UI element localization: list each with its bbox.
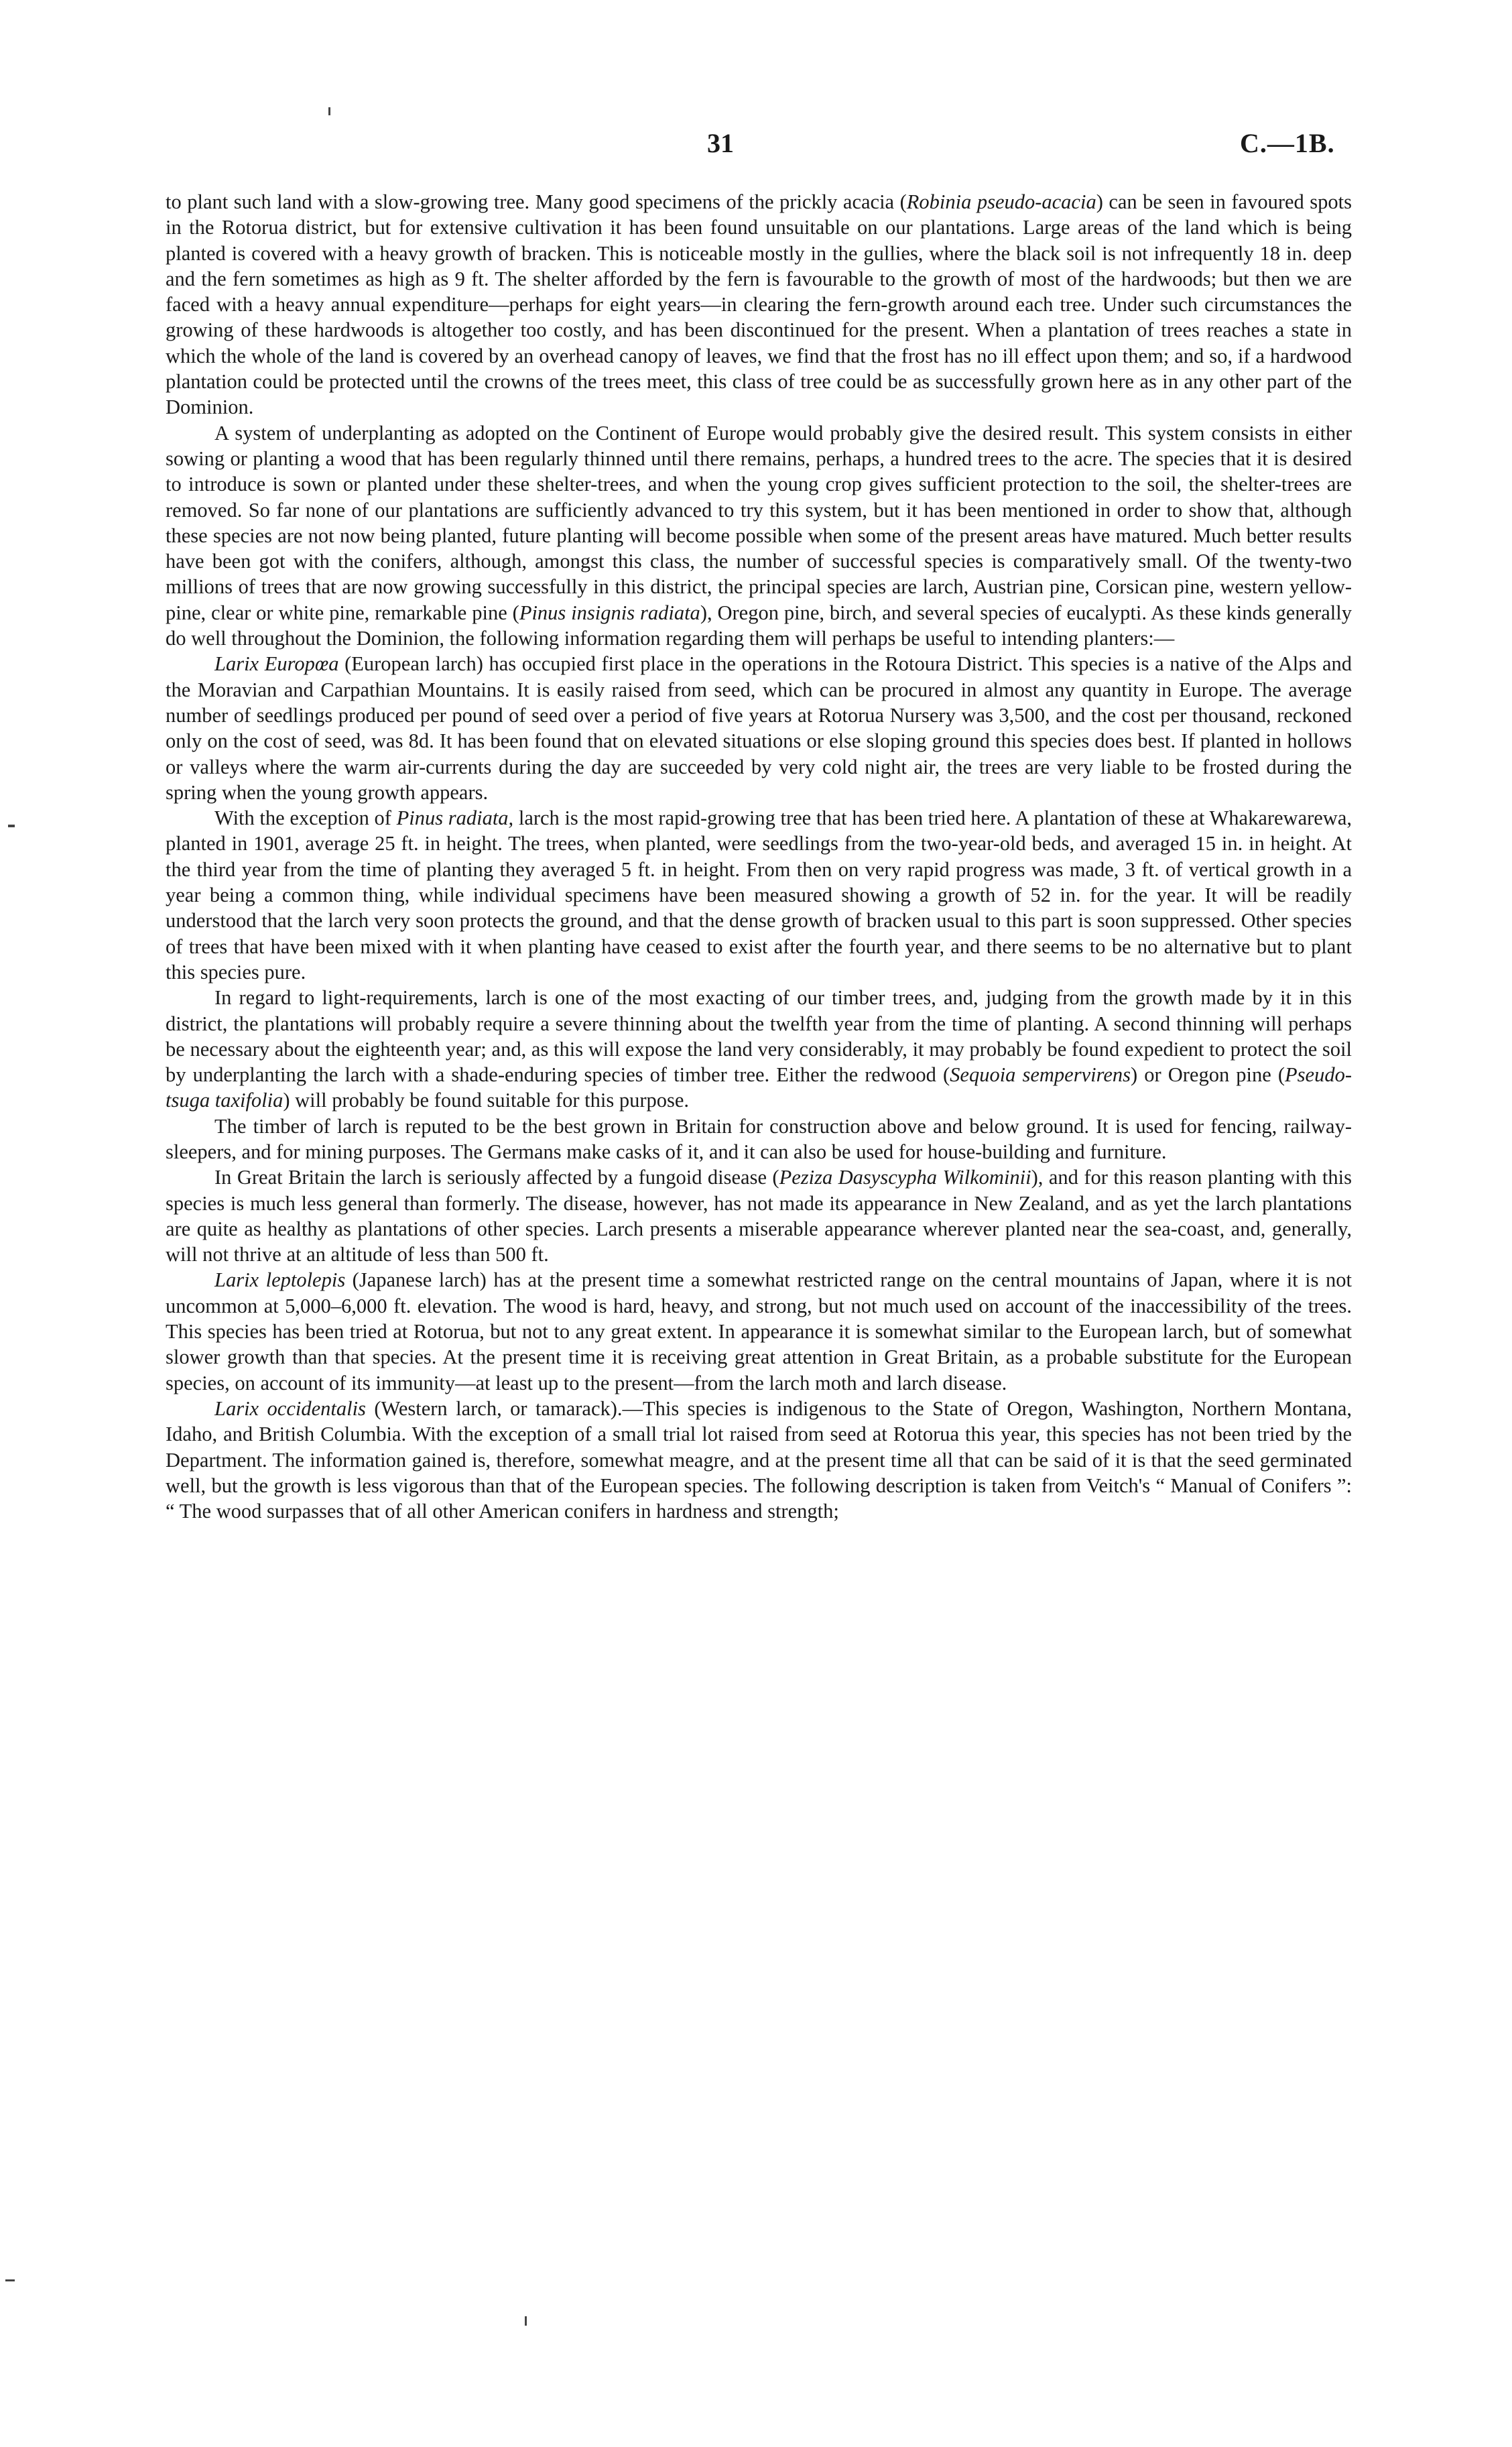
paragraph-text: ) or Oregon pine ( — [1131, 1063, 1285, 1087]
paragraph — [166, 1267, 1352, 1395]
document-reference: C.—1B. — [1240, 128, 1335, 158]
paragraph-text: to plant such land with a slow-growing tree. Many good specimens of the prickly acacia ( — [166, 190, 907, 213]
body-text — [166, 189, 1352, 1524]
italic-term: Larix Europœa — [214, 652, 339, 676]
italic-term: Peziza Dasyscypha Wilkominii — [779, 1166, 1031, 1189]
italic-term: Pseudo-tsuga taxifolia — [166, 1063, 1352, 1112]
page-number: 31 — [707, 128, 734, 158]
paragraph-text: larch is the most rapid-growing tree that has been tried here. A plantation of these at Whakarewarewa, planted in 1901, average 25 ft. in height. The trees, when planted, were seedlings from the two-year-old beds, and averaged 15 in. in height. At the third year from the time of planting they averaged 5 ft. in height. From then on very rapid progress was made, 3 ft. of vertical growth in a year being a common thing, while individual specimens have been measured showing a growth of 52 in. for the year. It will be readily understood that the larch very soon protects the ground, and that the dense growth of bracken usual to this part is soon suppressed. Other species of trees that have been mixed with it when planting have ceased to exist after the fourth year, and there seems to be no alternative but to plant this species pure. — [166, 807, 1352, 983]
paragraph-text: In regard to light-requirements, larch is one of the most exacting of our timber trees, and, judging from the growth made by it in this district, the plantations will probably require a severe thinning about the twelfth year from the time of planting. A second thinning will perhaps be necessary about the eighteenth year; and, as this will expose the land very considerably, it may probably be found expedient to protect the soil by underplanting the larch with a shade-enduring species of timber tree. Either the redwood ( — [166, 986, 1352, 1087]
paragraph-text: (European larch) has occupied first place in the operations in the Rotoura District. This species is a native of the Alps and the Moravian and Carpathian Mountains. It is easily raised from seed, which can be procured in almost any quantity in Europe. The average number of seedlings produced per pound of seed over a period of five years at Rotorua Nursery was 3,500, and the cost per thousand, reckoned only on the cost of seed, was 8d. It has been found that on elevated situations or else sloping ground this species does best. If planted in hollows or valleys where the warm air-currents during the day are succeeded by very cold night air, the trees are very liable to be frosted during the spring when the young growth appears. — [166, 652, 1352, 804]
paragraph — [166, 651, 1352, 805]
scan-mark — [328, 107, 330, 115]
paragraph — [166, 1114, 1352, 1165]
italic-term: Larix leptolepis — [214, 1268, 346, 1292]
paragraph-text: (Japanese larch) has at the present time a somewhat restricted range on the central mountains of Japan, where it is not uncommon at 5,000–6,000 ft. elevation. The wood is hard, heavy, and strong, but not much used on account of the inaccessibility of the trees. This species has been tried at Rotorua, but not to any great extent. In appearance it is somewhat similar to the European larch, but of somewhat slower growth than that species. At the present time it is receiving great attention in Great Britain, as a probable substitute for the European species, on account of its immunity—at least up to the present—from the larch moth and larch disease. — [166, 1268, 1352, 1394]
italic-term: Pinus radiata, — [396, 807, 514, 830]
scan-mark — [525, 2316, 527, 2326]
paragraph-text: ), Oregon pine, birch, and several species of eucalypti. As these kinds generally do well throughout the Dominion, the following information regarding them will perhaps be useful to intending planters:— — [166, 601, 1352, 650]
paragraph-text: (Western larch, or tamarack).—This species is indigenous to the State of Oregon, Washington, Northern Montana, Idaho, and British Columbia. With the exception of a small trial lot raised from seed at Rotorua this year, this species has not been tried by the Department. The information gained is, therefore, somewhat meagre, and at the present time all that can be said of it is that the seed germinated well, but the growth is less vigorous than that of the European species. The following description is taken from Veitch's “ Manual of Conifers ”: “ The wood surpasses that of all other American conifers in hardness and strength; — [166, 1396, 1352, 1523]
paragraph — [166, 1396, 1352, 1524]
italic-term: Robinia pseudo-acacia — [906, 190, 1096, 213]
scan-mark — [5, 2279, 15, 2281]
italic-term: Sequoia sempervirens — [950, 1063, 1131, 1087]
italic-term: Larix occidentalis — [214, 1396, 366, 1420]
paragraph-text: A system of underplanting as adopted on the Continent of Europe would probably give the desired result. This system consists in either sowing or planting a wood that has been regularly thinned until there remains, perhaps, a hundred trees to the acre. The species that it is desired to introduce is sown or planted under these shelter-trees, and when the young crop gives sufficient protection to the soil, the shelter-trees are removed. So far none of our plantations are sufficiently advanced to try this system, but it has been mentioned in order to show that, although these species are not now being planted, future planting will become possible when some of the present areas have matured. Much better results have been got with the conifers, although, amongst this class, the number of successful species is comparatively small. Of the twenty-two millions of trees that are now growing successfully in this district, the principal species are larch, Austrian pine, Corsican pine, western yellow-pine, clear or white pine, remarkable pine ( — [166, 421, 1352, 624]
paragraph — [166, 985, 1352, 1113]
paragraph-text: ) will probably be found suitable for this purpose. — [283, 1089, 690, 1112]
scan-mark — [8, 825, 15, 827]
paragraph-text: ), and for this reason planting with this species is much less general than formerly. The disease, however, has not made its appearance in New Zealand, and as yet the larch plantations are quite as healthy as plantations of other species. Larch presents a miserable appearance wherever planted near the sea-coast, and, generally, will not thrive at an altitude of less than 500 ft. — [166, 1166, 1352, 1266]
paragraph-text: With the exception of — [214, 807, 397, 830]
paragraph-text: The timber of larch is reputed to be the best grown in Britain for construction above and below ground. It is used for fencing, railway-sleepers, and for mining purposes. The Germans make casks of it, and it can also be used for house-building and furniture. — [166, 1114, 1352, 1163]
italic-term: Pinus insignis radiata — [519, 601, 700, 624]
paragraph — [166, 805, 1352, 985]
paragraph — [166, 420, 1352, 652]
paragraph — [166, 1165, 1352, 1267]
paragraph — [166, 189, 1352, 420]
paragraph-text: ) can be seen in favoured spots in the Rotorua district, but for extensive cultivation it has been found unsuitable on our plantations. Large areas of the land which is being planted is covered with a heavy growth of bracken. This is noticeable mostly in the gullies, where the black soil is not infrequently 18 in. deep and the fern sometimes as high as 9 ft. The shelter afforded by the fern is favourable to the growth of most of the hardwoods; but then we are faced with a heavy annual expenditure—perhaps for eight years—in clearing the fern-growth around each tree. Under such circumstances the growing of these hardwoods is altogether too costly, and has been discontinued for the present. When a plantation of trees reaches a state in which the whole of the land is covered by an overhead canopy of leaves, we find that the frost has no ill effect upon them; and so, if a hardwood plantation could be protected until the crowns of the trees meet, this class of tree could be as successfully grown here as in any other part of the Dominion. — [166, 190, 1352, 419]
paragraph-text: In Great Britain the larch is seriously affected by a fungoid disease ( — [214, 1166, 779, 1189]
